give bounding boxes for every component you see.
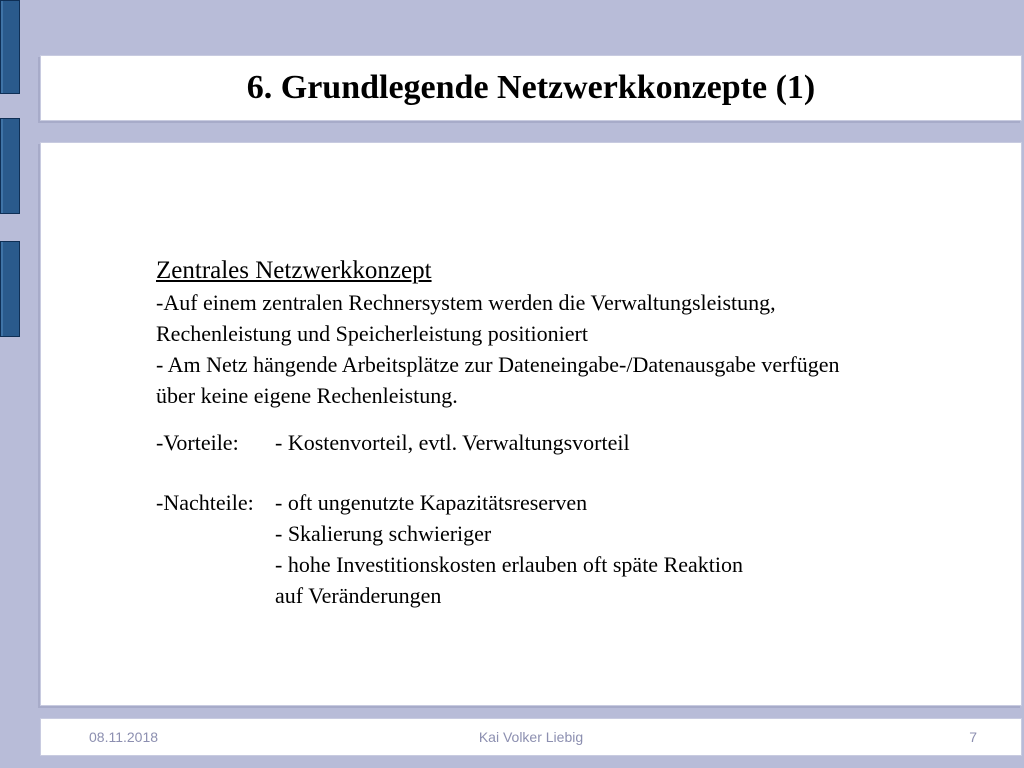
slide-footer [40, 718, 1022, 756]
vorteile-row [156, 427, 996, 458]
footer-page-number: 7 [969, 729, 977, 745]
nachteile-item: - Skalierung schwieriger [275, 521, 492, 546]
vorteile-item: - Kostenvorteil, evtl. Verwaltungsvorteil [275, 430, 630, 455]
paragraph-line: über keine eigene Rechenleistung. [156, 383, 458, 408]
footer-date: 08.11.2018 [89, 729, 159, 745]
nachteile-item: auf Veränderungen [275, 583, 442, 608]
slide-title-box [40, 55, 1022, 121]
footer-author: Kai Volker Liebig [478, 729, 584, 745]
slide-content-box [40, 142, 1022, 706]
section-heading: Zentrales Netzwerkkonzept [156, 257, 432, 284]
paragraph-line: -Auf einem zentralen Rechnersystem werden die Verwaltungsleistung, [156, 290, 776, 315]
nachteile-item: - hohe Investitionskosten erlauben oft späte Reaktion [275, 552, 743, 577]
nachteile-row [156, 487, 996, 518]
side-accent-bar-3 [0, 241, 20, 337]
side-accent-bar-1 [0, 0, 20, 94]
slide-title: 6. Grundlegende Netzwerkkonzepte (1) [246, 69, 816, 106]
nachteile-label: -Nachteile: [156, 490, 254, 515]
paragraph-line: - Am Netz hängende Arbeitsplätze zur Dateneingabe-/Datenausgabe verfügen [156, 352, 840, 377]
vorteile-label: -Vorteile: [156, 430, 239, 455]
side-accent-bar-2 [0, 118, 20, 214]
slide-body [156, 255, 996, 611]
paragraph-line: Rechenleistung und Speicherleistung positioniert [156, 321, 588, 346]
nachteile-item: - oft ungenutzte Kapazitätsreserven [275, 490, 588, 515]
